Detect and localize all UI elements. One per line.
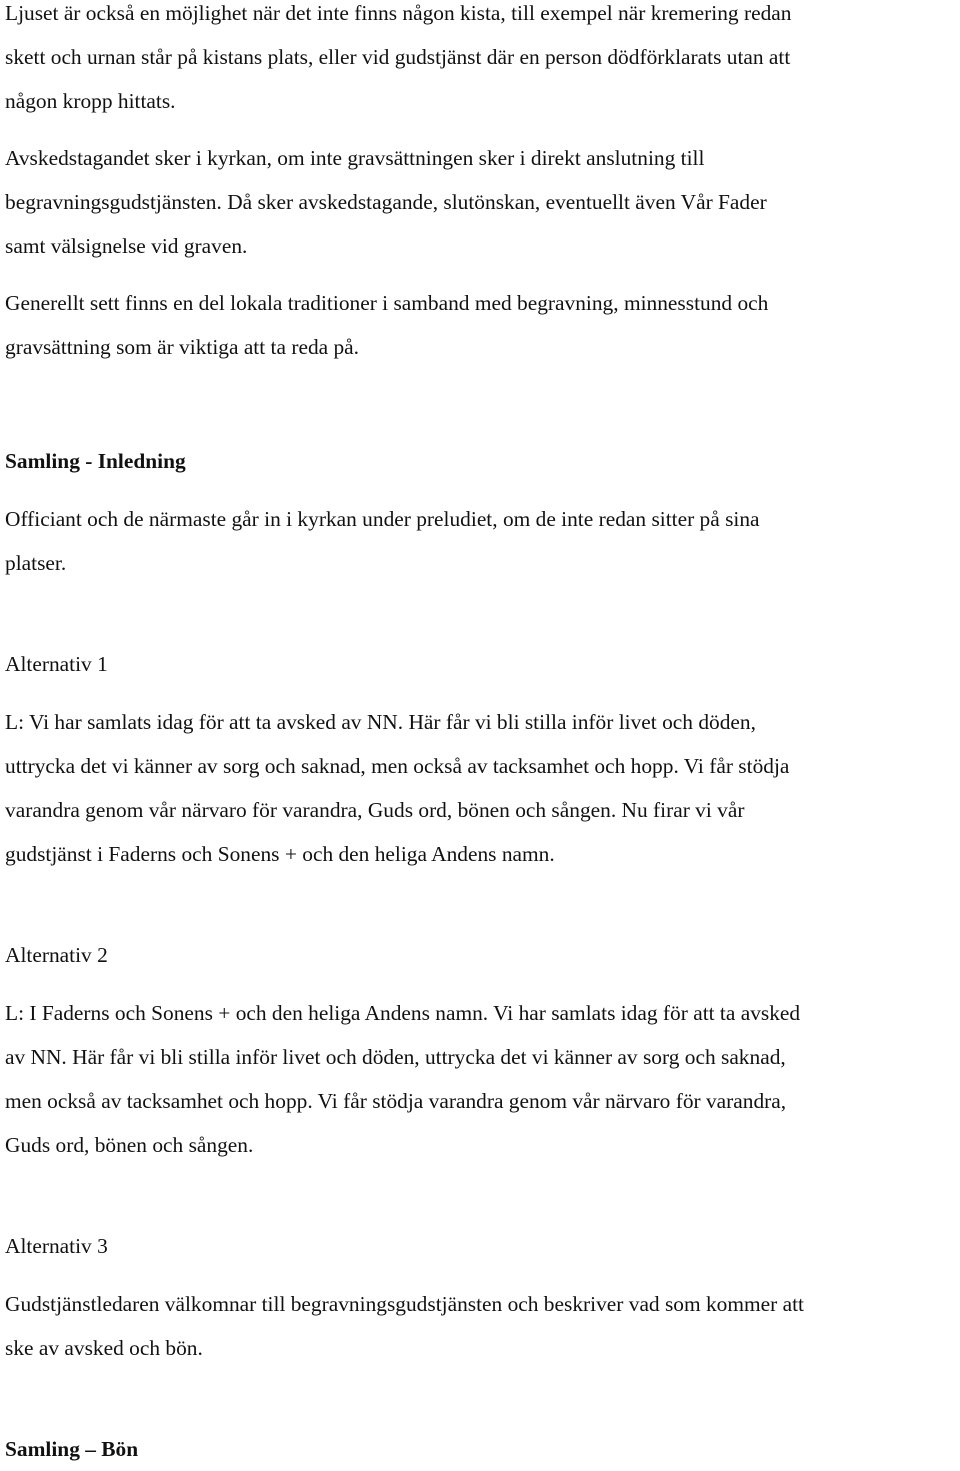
text-line: gudstjänst i Faderns och Sonens + och den heliga Andens namn. xyxy=(5,842,555,866)
text-line: Generellt sett finns en del lokala traditioner i samband med begravning, minnesstund och xyxy=(5,291,769,315)
alternative-3-title-block xyxy=(5,1224,957,1268)
text-line: begravningsgudstjänsten. Då sker avskedstagande, slutönskan, eventuellt även Vår Fader xyxy=(5,190,767,214)
alternative-title: Alternativ 3 xyxy=(5,1234,108,1258)
alternative-1-title-block xyxy=(5,642,957,686)
text-line: men också av tacksamhet och hopp. Vi får stödja varandra genom vår närvaro för varandra, xyxy=(5,1089,787,1113)
text-line: platser. xyxy=(5,551,67,575)
section-samling-inledning xyxy=(5,439,957,483)
text-line: Guds ord, bönen och sången. xyxy=(5,1133,254,1157)
section-samling-bon xyxy=(5,1427,957,1471)
paragraph-candle-light xyxy=(5,0,957,123)
text-line: någon kropp hittats. xyxy=(5,89,176,113)
text-line: av NN. Här får vi bli stilla inför livet och döden, uttrycka det vi känner av sorg och saknad, xyxy=(5,1045,786,1069)
alternative-2-text xyxy=(5,991,957,1167)
paragraph-farewell xyxy=(5,136,957,268)
section-heading: Samling - Inledning xyxy=(5,449,186,473)
alternative-title: Alternativ 2 xyxy=(5,943,108,967)
text-line: uttrycka det vi känner av sorg och saknad, men också av tacksamhet och hopp. Vi får stödja xyxy=(5,754,790,778)
text-line: ske av avsked och bön. xyxy=(5,1336,203,1360)
text-line: Officiant och de närmaste går in i kyrkan under preludiet, om de inte redan sitter på sina xyxy=(5,507,760,531)
text-line: varandra genom vår närvaro för varandra, Guds ord, bönen och sången. Nu firar vi vår xyxy=(5,798,745,822)
text-line: Ljuset är också en möjlighet när det inte finns någon kista, till exempel när kremering redan xyxy=(5,1,792,25)
text-line: L: I Faderns och Sonens + och den heliga Andens namn. Vi har samlats idag för att ta avsked xyxy=(5,1001,801,1025)
alternative-title: Alternativ 1 xyxy=(5,652,108,676)
paragraph-traditions xyxy=(5,281,957,369)
alternative-1-text xyxy=(5,700,957,876)
alternative-2-title-block xyxy=(5,933,957,977)
text-line: gravsättning som är viktiga att ta reda på. xyxy=(5,335,360,359)
document-page xyxy=(5,0,957,1471)
text-line: Avskedstagandet sker i kyrkan, om inte gravsättningen sker i direkt anslutning till xyxy=(5,146,705,170)
text-line: Gudstjänstledaren välkomnar till begravningsgudstjänsten och beskriver vad som kommer att xyxy=(5,1292,804,1316)
alternative-3-text xyxy=(5,1282,957,1370)
text-line: skett och urnan står på kistans plats, eller vid gudstjänst där en person dödförklarats utan att xyxy=(5,45,791,69)
text-line: samt välsignelse vid graven. xyxy=(5,234,248,258)
text-line: L: Vi har samlats idag för att ta avsked av NN. Här får vi bli stilla inför livet och döden, xyxy=(5,710,756,734)
paragraph-officiant xyxy=(5,497,957,585)
section-heading: Samling – Bön xyxy=(5,1437,139,1461)
